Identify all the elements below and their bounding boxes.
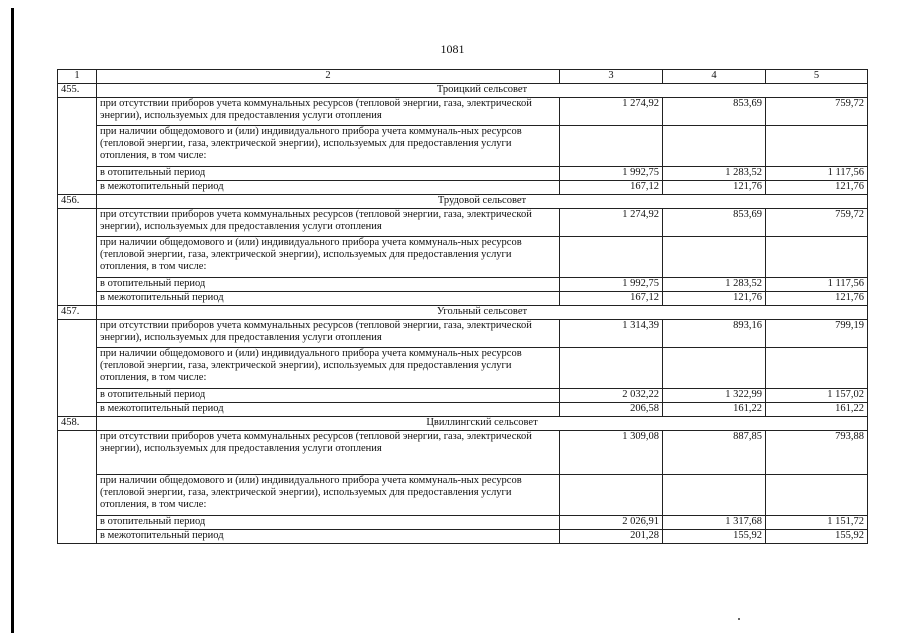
value-col5: 1 157,02 [766, 389, 868, 403]
table-row [58, 126, 868, 167]
value-col4: 121,76 [663, 292, 766, 306]
value-col5 [766, 475, 868, 516]
section-number: 455. [58, 84, 97, 98]
value-col4: 121,76 [663, 181, 766, 195]
row-description: в межотопительный период [97, 181, 560, 195]
value-col5: 161,22 [766, 403, 868, 417]
table-row [58, 181, 868, 195]
table-header-row [58, 70, 868, 84]
number-cell [58, 209, 97, 306]
table-row [58, 278, 868, 292]
value-col3: 1 992,75 [560, 278, 663, 292]
value-col5: 121,76 [766, 292, 868, 306]
value-col3: 1 309,08 [560, 431, 663, 475]
value-col4 [663, 348, 766, 389]
table-row [58, 431, 868, 475]
column-header: 1 [58, 70, 97, 84]
table-row [58, 209, 868, 237]
value-col5: 759,72 [766, 98, 868, 126]
value-col3: 1 274,92 [560, 209, 663, 237]
value-col5: 1 117,56 [766, 167, 868, 181]
value-col5: 1 151,72 [766, 516, 868, 530]
value-col4: 1 317,68 [663, 516, 766, 530]
value-col5 [766, 237, 868, 278]
section-number: 458. [58, 417, 97, 431]
value-col5 [766, 348, 868, 389]
table-row [58, 348, 868, 389]
table-row [58, 516, 868, 530]
section-row [58, 84, 868, 98]
value-col3: 2 032,22 [560, 389, 663, 403]
value-col3 [560, 475, 663, 516]
table-row [58, 292, 868, 306]
margin-bar [11, 8, 14, 633]
section-name: Цвиллингский сельсовет [97, 417, 868, 431]
section-row [58, 195, 868, 209]
column-header: 5 [766, 70, 868, 84]
value-col4: 155,92 [663, 530, 766, 544]
value-col4: 887,85 [663, 431, 766, 475]
value-col4: 1 283,52 [663, 167, 766, 181]
row-description: в отопительный период [97, 389, 560, 403]
value-col3: 1 314,39 [560, 320, 663, 348]
value-col5: 759,72 [766, 209, 868, 237]
value-col4 [663, 237, 766, 278]
row-description: при отсутствии приборов учета коммунальных ресурсов (тепловой энергии, газа, электрической энергии), используемых для предоставления услуги отопления [97, 431, 560, 475]
value-col3: 2 026,91 [560, 516, 663, 530]
page-number: 1081 [440, 42, 465, 56]
value-col5: 793,88 [766, 431, 868, 475]
value-col5: 155,92 [766, 530, 868, 544]
column-header: 2 [97, 70, 560, 84]
value-col4 [663, 126, 766, 167]
row-description: в межотопительный период [97, 292, 560, 306]
section-number: 456. [58, 195, 97, 209]
table-row [58, 530, 868, 544]
value-col3: 1 992,75 [560, 167, 663, 181]
value-col3 [560, 348, 663, 389]
row-description: в межотопительный период [97, 530, 560, 544]
row-description: при наличии общедомового и (или) индивидуального прибора учета коммуналь-ных ресурсов (тепловой энергии, газа, электрической энергии), используемых для предоставления услуги отопления, в том числе: [97, 348, 560, 389]
table-row [58, 98, 868, 126]
row-description: в отопительный период [97, 516, 560, 530]
section-row [58, 306, 868, 320]
row-description: при отсутствии приборов учета коммунальных ресурсов (тепловой энергии, газа, электрической энергии), используемых для предоставления услуги отопления [97, 98, 560, 126]
value-col3: 1 274,92 [560, 98, 663, 126]
value-col5: 799,19 [766, 320, 868, 348]
section-number: 457. [58, 306, 97, 320]
section-row [58, 417, 868, 431]
column-header: 4 [663, 70, 766, 84]
section-name: Троицкий сельсовет [97, 84, 868, 98]
row-description: в межотопительный период [97, 403, 560, 417]
value-col4: 1 322,99 [663, 389, 766, 403]
value-col3: 167,12 [560, 181, 663, 195]
column-header: 3 [560, 70, 663, 84]
row-description: в отопительный период [97, 278, 560, 292]
section-name: Угольный сельсовет [97, 306, 868, 320]
number-cell [58, 431, 97, 544]
row-description: при наличии общедомового и (или) индивидуального прибора учета коммуналь-ных ресурсов (тепловой энергии, газа, электрической энергии), используемых для предоставления услуги отопления, в том числе: [97, 237, 560, 278]
value-col5: 1 117,56 [766, 278, 868, 292]
value-col3: 167,12 [560, 292, 663, 306]
value-col4: 853,69 [663, 209, 766, 237]
row-description: в отопительный период [97, 167, 560, 181]
value-col5: 121,76 [766, 181, 868, 195]
value-col4: 853,69 [663, 98, 766, 126]
row-description: при наличии общедомового и (или) индивидуального прибора учета коммуналь-ных ресурсов (тепловой энергии, газа, электрической энергии), используемых для предоставления услуги отопления, в том числе: [97, 475, 560, 516]
value-col3: 201,28 [560, 530, 663, 544]
scan-speck [738, 618, 740, 620]
number-cell [58, 98, 97, 195]
value-col4: 1 283,52 [663, 278, 766, 292]
tariff-table [57, 69, 868, 544]
table-row [58, 237, 868, 278]
value-col4: 161,22 [663, 403, 766, 417]
row-description: при отсутствии приборов учета коммунальных ресурсов (тепловой энергии, газа, электрической энергии), используемых для предоставления услуги отопления [97, 209, 560, 237]
section-name: Трудовой сельсовет [97, 195, 868, 209]
number-cell [58, 320, 97, 417]
table-row [58, 389, 868, 403]
table-row [58, 403, 868, 417]
value-col3 [560, 126, 663, 167]
table-row [58, 320, 868, 348]
row-description: при наличии общедомового и (или) индивидуального прибора учета коммуналь-ных ресурсов (тепловой энергии, газа, электрической энергии), используемых для предоставления услуги отопления, в том числе: [97, 126, 560, 167]
value-col3 [560, 237, 663, 278]
value-col5 [766, 126, 868, 167]
value-col3: 206,58 [560, 403, 663, 417]
value-col4: 893,16 [663, 320, 766, 348]
row-description: при отсутствии приборов учета коммунальных ресурсов (тепловой энергии, газа, электрической энергии), используемых для предоставления услуги отопления [97, 320, 560, 348]
table-row [58, 475, 868, 516]
value-col4 [663, 475, 766, 516]
table-row [58, 167, 868, 181]
